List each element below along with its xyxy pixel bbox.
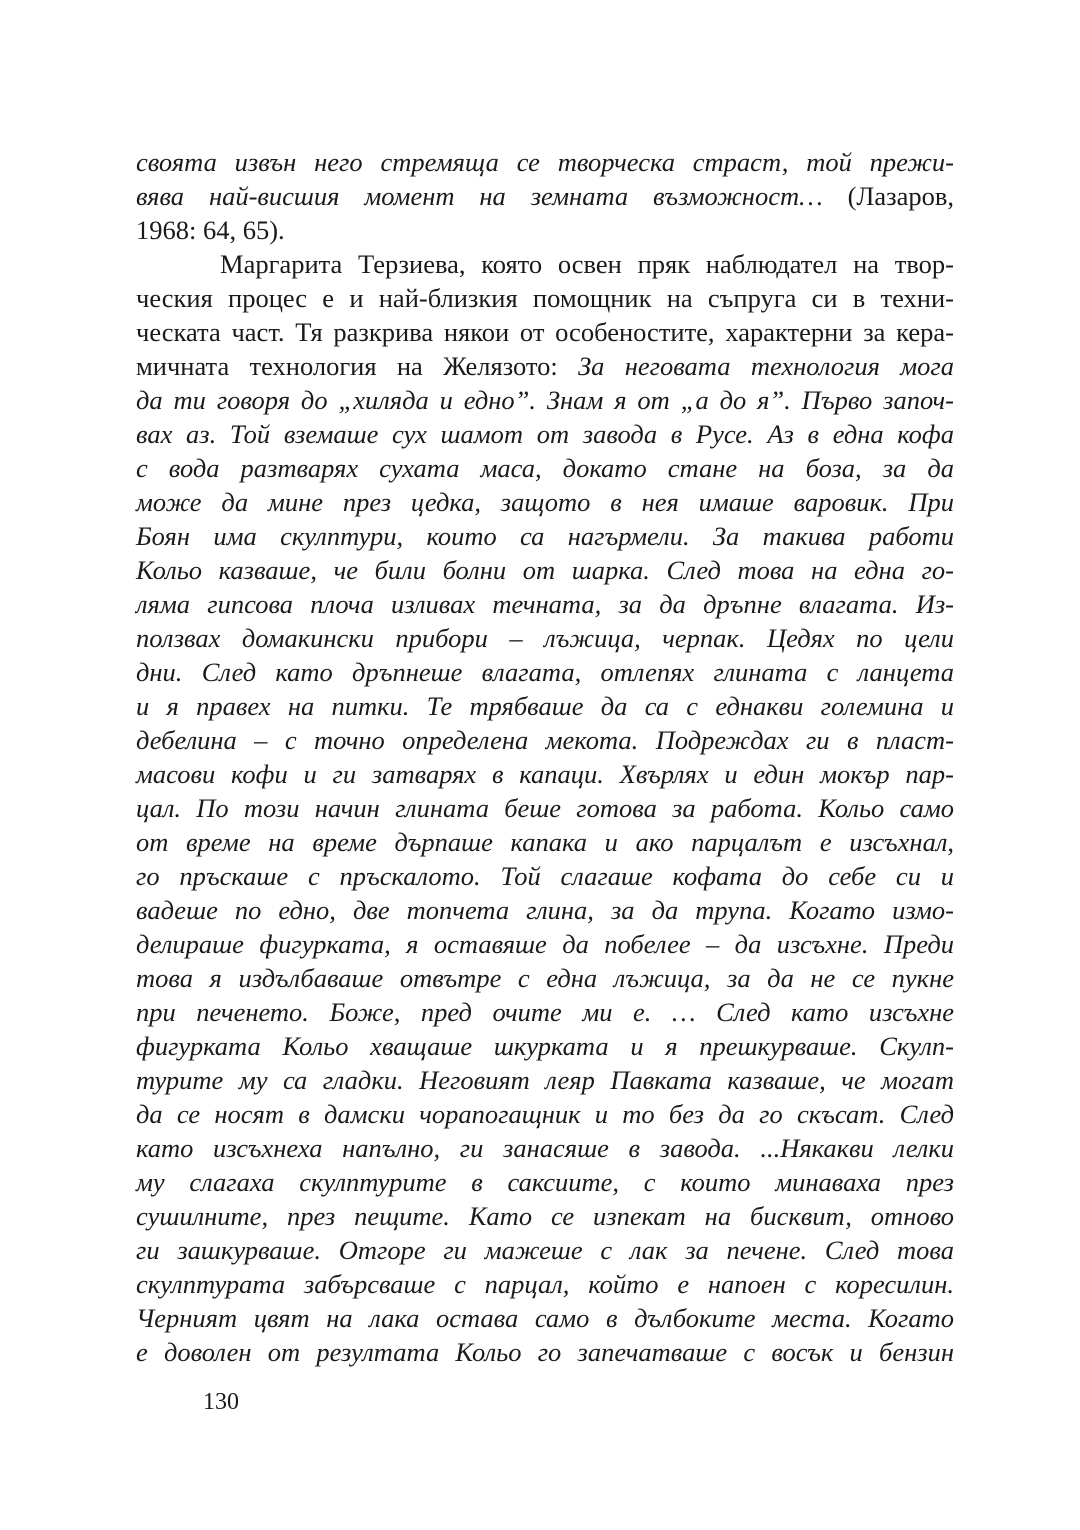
text-line — [136, 1063, 954, 1097]
italic-quote-text: да се носят в дамски чорапогащник и то без да го скъсат. След — [136, 1099, 954, 1129]
text-line — [136, 145, 954, 179]
italic-quote-text: скулптурата забърсваше с парцал, който е напоен с коресилин. — [136, 1269, 954, 1299]
text-line — [136, 961, 954, 995]
text-line — [136, 859, 954, 893]
text-line — [136, 1165, 954, 1199]
text-line — [136, 1267, 954, 1301]
text-line — [136, 281, 954, 315]
body-text — [136, 145, 954, 1369]
text-line — [136, 723, 954, 757]
body-text-segment: Маргарита Терзиева, която освен пряк наблюдател на твор- — [220, 249, 954, 279]
text-line — [136, 1029, 954, 1063]
text-line — [136, 1097, 954, 1131]
italic-quote-text: вах аз. Той вземаше сух шамот от завода в Русе. Аз в една кофа — [136, 419, 954, 449]
italic-quote-text: цал. По този начин глината беше готова за работа. Кольо само — [136, 793, 954, 823]
text-line — [136, 247, 954, 281]
body-text-segment: ческата част. Тя разкрива някои от особеностите, характерни за кера- — [136, 317, 954, 347]
italic-quote-text: като изсъхнеха напълно, ги занасяше в завода. ...Някакви лелки — [136, 1133, 954, 1163]
text-line — [136, 315, 954, 349]
italic-quote-text: сушилните, през пещите. Като се изпекат на бисквит, отново — [136, 1201, 954, 1231]
text-line — [136, 791, 954, 825]
italic-quote-text: му слагаха скулптурите в саксиите, с които минаваха през — [136, 1167, 954, 1197]
italic-quote-text: своята извън него стремяща се творческа страст, той прежи- — [136, 147, 954, 177]
italic-quote-text: дни. След като дръпнеше влагата, отлепях глината с ланцета — [136, 657, 954, 687]
text-line — [136, 383, 954, 417]
italic-quote-text: делираше фигурката, я оставяше да побелее – да изсъхне. Преди — [136, 929, 954, 959]
text-line — [136, 451, 954, 485]
italic-quote-text: при печенето. Боже, пред очите ми е. … След като изсъхне — [136, 997, 954, 1027]
text-line — [136, 587, 954, 621]
italic-quote-text: дебелина – с точно определена мекота. Подреждах ги в пласт- — [136, 725, 954, 755]
body-text-segment: 1968: 64, 65). — [136, 215, 285, 245]
italic-quote-text: Боян има скулптури, които са нагърмели. За такива работи — [136, 521, 954, 551]
italic-quote-text: от време на време дърпаше капака и ако парцалът е изсъхнал, — [136, 827, 954, 857]
italic-quote-text: фигурката Кольо хващаше шкурката и я прешкурваше. Скулп- — [136, 1031, 954, 1061]
text-line — [136, 995, 954, 1029]
italic-quote-text: ги зашкурваше. Отгоре ги мажеше с лак за печене. След това — [136, 1235, 954, 1265]
text-line — [136, 1301, 954, 1335]
text-line — [136, 621, 954, 655]
text-line — [136, 417, 954, 451]
text-line — [136, 485, 954, 519]
italic-quote-text: масови кофи и ги затварях в капаци. Хвърлях и един мокър пар- — [136, 759, 954, 789]
italic-quote-text: го пръскаше с пръскалото. Той слагаше кофата до себе си и — [136, 861, 954, 891]
italic-quote-text: вадеше по едно, две топчета глина, за да трупа. Когато измо- — [136, 895, 954, 925]
text-line — [136, 1199, 954, 1233]
text-line — [136, 1233, 954, 1267]
italic-quote-text: с вода разтварях сухата маса, докато стане на боза, за да — [136, 453, 954, 483]
italic-quote-text: да ти говоря до „хиляда и едно”. Знам я от „а до я”. Първо започ- — [136, 385, 954, 415]
italic-quote-text: Кольо казваше, че били болни от шарка. След това на една го- — [136, 555, 954, 585]
page-number: 130 — [203, 1389, 239, 1415]
text-line — [136, 655, 954, 689]
italic-quote-text: и я правех на питки. Те трябваше да са с еднакви големина и — [136, 691, 954, 721]
italic-quote-text: турите му са гладки. Неговият леяр Павката казваше, че могат — [136, 1065, 954, 1095]
body-text-segment: мичната технология на Желязото: — [136, 351, 579, 381]
text-line — [136, 349, 954, 383]
body-text-segment: ческия процес е и най-близкия помощник на съпруга си в техни- — [136, 283, 954, 313]
text-line — [136, 893, 954, 927]
text-line — [136, 1335, 954, 1369]
italic-quote-text: ползвах домакински прибори – лъжица, черпак. Цедях по цели — [136, 623, 954, 653]
text-line — [136, 519, 954, 553]
italic-quote-text: вява най-висшия момент на земната възможност… — [136, 181, 823, 211]
text-line — [136, 689, 954, 723]
italic-quote-text: това я издълбаваше отвътре с една лъжица, за да не се пукне — [136, 963, 954, 993]
text-line — [136, 553, 954, 587]
body-text-segment: (Лазаров, — [822, 181, 954, 211]
text-line — [136, 927, 954, 961]
text-line — [136, 1131, 954, 1165]
italic-quote-text: ляма гипсова плоча изливах течната, за да дръпне влагата. Из- — [136, 589, 954, 619]
italic-quote-text: може да мине през цедка, защото в нея имаше варовик. При — [136, 487, 954, 517]
italic-quote-text: Черният цвят на лака остава само в дълбоките места. Когато — [136, 1303, 954, 1333]
text-line — [136, 757, 954, 791]
text-line — [136, 179, 954, 213]
text-line — [136, 213, 954, 247]
italic-quote-text: е доволен от резултата Кольо го запечатваше с восък и бензин — [136, 1337, 954, 1367]
text-line — [136, 825, 954, 859]
italic-quote-text: За неговата технология мога — [578, 351, 954, 381]
